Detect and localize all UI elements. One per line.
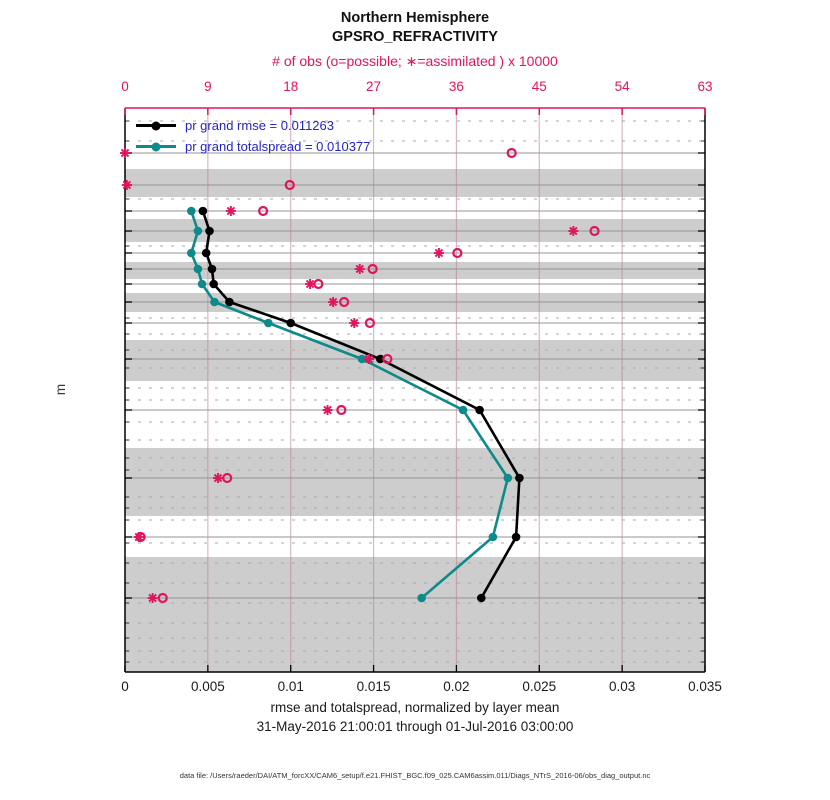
assimilated-asterisk-marker xyxy=(122,180,132,190)
top-tick-label: 9 xyxy=(204,79,212,94)
data-point xyxy=(187,249,196,258)
top-tick-label: 54 xyxy=(614,79,630,94)
data-point xyxy=(459,406,468,415)
assimilated-asterisk-marker xyxy=(349,318,359,328)
data-point xyxy=(208,265,217,274)
data-point xyxy=(489,533,498,542)
assimilated-asterisk-marker xyxy=(134,532,144,542)
assimilated-asterisk-marker xyxy=(323,405,333,415)
legend-marker-dot xyxy=(152,121,161,130)
legend-entry-label: pr grand rmse = 0.011263 xyxy=(185,118,334,133)
top-tick-label: 0 xyxy=(121,79,129,94)
assimilated-asterisk-marker xyxy=(226,206,236,216)
assimilated-asterisk-marker xyxy=(355,264,365,274)
data-point xyxy=(187,207,196,216)
data-file-path: data file: /Users/raeder/DAI/ATM_forcXX/CAM6_setup/f.e21.FHIST_BGC.f09_025.CAM6assim.011/Diags_NTrS_2016-06/obs_diag_output.nc xyxy=(179,771,651,780)
top-tick-label: 27 xyxy=(366,79,382,94)
assimilated-asterisk-marker xyxy=(213,473,223,483)
data-point xyxy=(264,319,273,328)
legend-line-swatch xyxy=(136,124,176,127)
x-tick-label: 0.005 xyxy=(190,679,225,694)
data-point xyxy=(286,319,295,328)
x-axis-date-range: 31-May-2016 21:00:01 through 01-Jul-2016 03:00:00 xyxy=(256,719,574,734)
y-axis-label: m xyxy=(53,383,69,396)
chart-title-line1: Northern Hemisphere xyxy=(340,10,490,26)
x-tick-label: 0.015 xyxy=(356,679,391,694)
assimilated-asterisk-marker xyxy=(568,226,578,236)
x-tick-label: 0 xyxy=(121,679,129,694)
data-point xyxy=(512,533,521,542)
chart-title-line2: GPSRO_REFRACTIVITY xyxy=(332,29,498,45)
legend-line-swatch xyxy=(136,145,176,148)
data-point xyxy=(475,406,484,415)
assimilated-asterisk-marker xyxy=(364,354,374,364)
data-point xyxy=(194,265,203,274)
data-point xyxy=(504,474,513,483)
assimilated-asterisk-marker xyxy=(120,148,130,158)
assimilated-asterisk-marker xyxy=(305,279,315,289)
top-axis-label: # of obs (o=possible; ∗=assimilated ) x 10000 xyxy=(272,53,558,69)
data-point xyxy=(209,280,218,289)
legend-entry xyxy=(136,137,370,156)
data-point xyxy=(515,474,524,483)
x-tick-label: 0.035 xyxy=(688,679,722,694)
assimilated-asterisk-marker xyxy=(328,297,338,307)
legend xyxy=(136,116,370,156)
top-tick-label: 45 xyxy=(531,79,547,94)
x-tick-label: 0.01 xyxy=(277,679,304,694)
legend-entry xyxy=(136,116,370,135)
data-point xyxy=(194,227,203,236)
top-tick-label: 63 xyxy=(697,79,713,94)
x-tick-label: 0.02 xyxy=(443,679,470,694)
data-point xyxy=(198,280,207,289)
x-tick-label: 0.025 xyxy=(522,679,557,694)
x-tick-label: 0.03 xyxy=(609,679,636,694)
data-point xyxy=(477,594,486,603)
data-point xyxy=(205,227,214,236)
data-point xyxy=(202,249,211,258)
top-tick-label: 36 xyxy=(448,79,464,94)
legend-entry-label: pr grand totalspread = 0.010377 xyxy=(185,139,371,154)
assimilated-asterisk-marker xyxy=(148,593,158,603)
data-point xyxy=(417,594,426,603)
legend-marker-dot xyxy=(152,142,161,151)
data-point xyxy=(210,298,219,307)
assimilated-asterisk-marker xyxy=(434,248,444,258)
x-axis-label: rmse and totalspread, normalized by layer mean xyxy=(270,700,560,715)
top-tick-label: 18 xyxy=(283,79,299,94)
data-point xyxy=(225,298,234,307)
data-point xyxy=(199,207,208,216)
